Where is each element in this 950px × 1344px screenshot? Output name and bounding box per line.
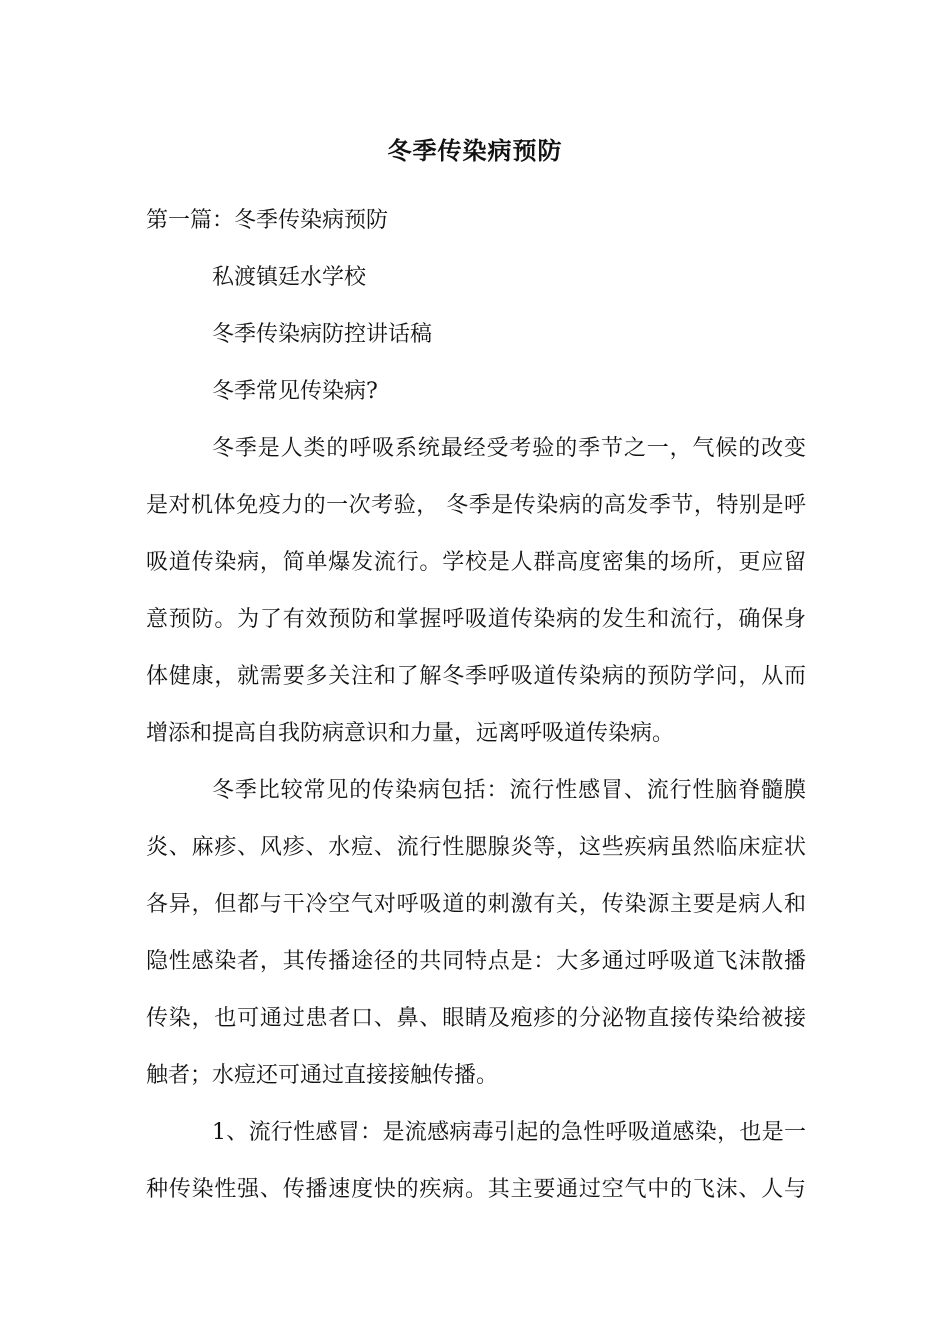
paragraph-line: 冬季是人类的呼吸系统最经受考验的季节之一，气候的改变 <box>212 436 806 461</box>
paragraph-line: 意预防。为了有效预防和掌握呼吸道传染病的发生和流行，确保身 <box>146 607 806 632</box>
paragraph-line: 冬季比较常见的传染病包括：流行性感冒、流行性脑脊髓膜 <box>212 778 806 803</box>
paragraph-line: 种传染性强、传播速度快的疾病。其主要通过空气中的飞沫、人与 <box>146 1177 806 1202</box>
paragraph-line: 触者；水痘还可通过直接接触传播。 <box>146 1063 499 1088</box>
paragraph-line: 体健康，就需要多关注和了解冬季呼吸道传染病的预防学问，从而 <box>146 664 806 689</box>
paragraph-line: 1、流行性感冒：是流感病毒引起的急性呼吸道感染，也是一 <box>212 1120 806 1145</box>
paragraph-line: 是对机体免疫力的一次考验， 冬季是传染病的高发季节，特别是呼 <box>146 493 806 518</box>
section-heading: 第一篇：冬季传染病预防 <box>146 208 389 233</box>
school-name: 私渡镇廷水学校 <box>212 265 367 290</box>
speech-title: 冬季传染病防控讲话稿 <box>212 322 433 347</box>
paragraph-line: 炎、麻疹、风疹、水痘、流行性腮腺炎等，这些疾病虽然临床症状 <box>146 835 806 860</box>
document-title: 冬季传染病预防 <box>387 136 563 165</box>
question-line: 冬季常见传染病? <box>212 379 378 404</box>
paragraph-line: 增添和提高自我防病意识和力量，远离呼吸道传染病。 <box>146 721 675 746</box>
paragraph-line: 传染，也可通过患者口、鼻、眼睛及疱疹的分泌物直接传染给被接 <box>146 1006 806 1031</box>
paragraph-line: 吸道传染病，简单爆发流行。学校是人群高度密集的场所，更应留 <box>146 550 806 575</box>
paragraph-line: 各异，但都与干冷空气对呼吸道的刺激有关，传染源主要是病人和 <box>146 892 806 917</box>
paragraph-line: 隐性感染者，其传播途径的共同特点是：大多通过呼吸道飞沫散播 <box>146 949 806 974</box>
